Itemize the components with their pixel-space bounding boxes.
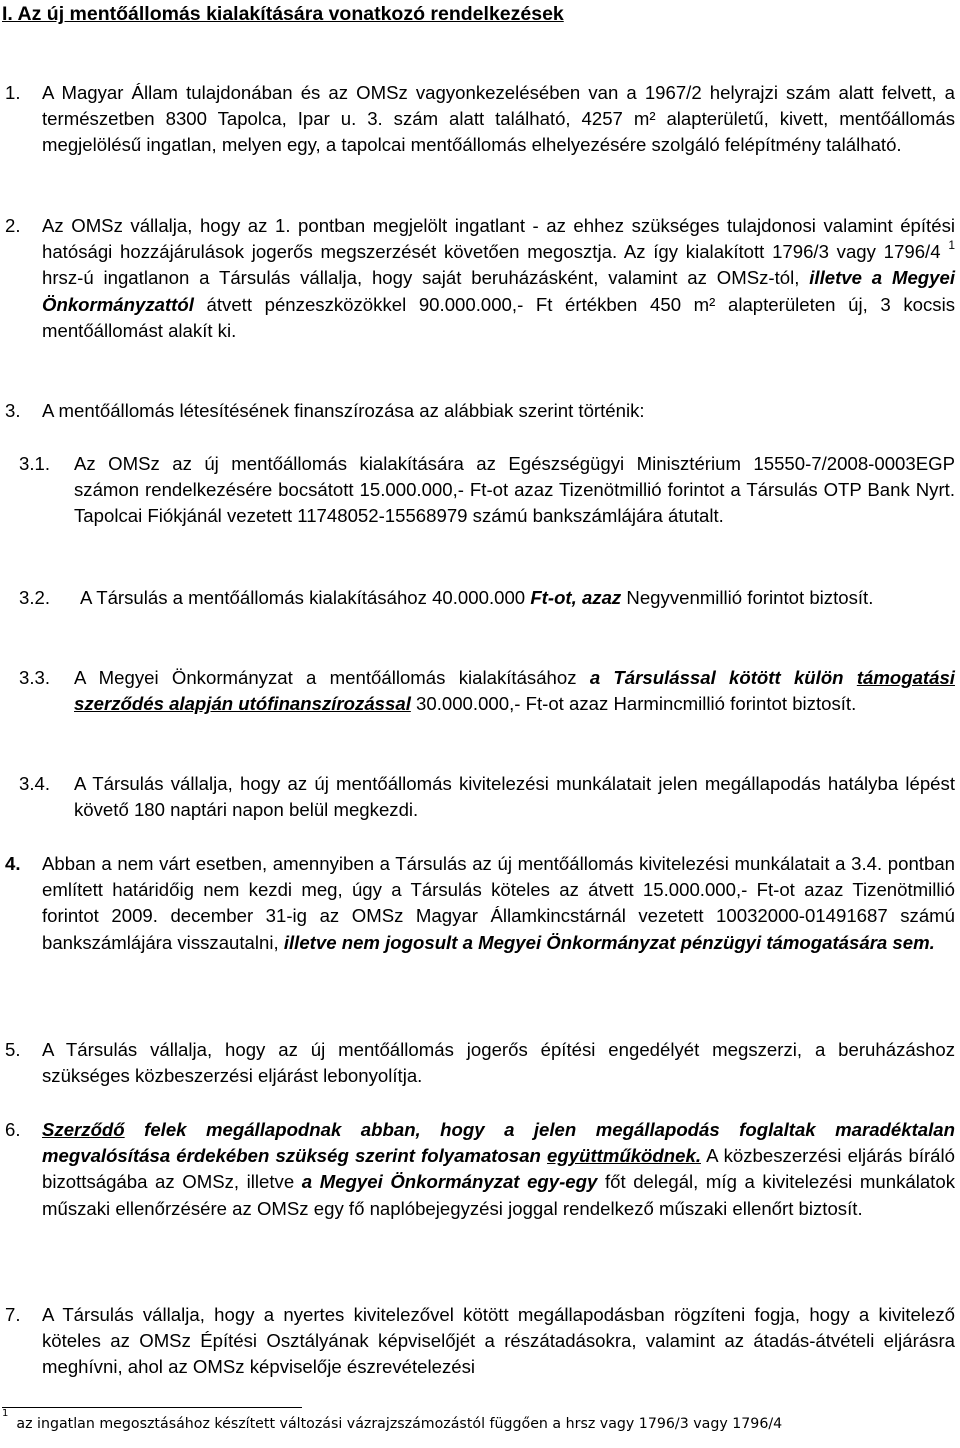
emphasis: a Társulással kötött külön bbox=[589, 667, 844, 688]
footnote-reference: 1 bbox=[948, 238, 955, 253]
paragraph-text: A Társulás a mentőállomás kialakításához 40.000.000 Ft-ot, azaz Negyvenmillió forintot biztosít. bbox=[80, 587, 874, 608]
footnote bbox=[2, 1408, 783, 1434]
subparagraph-3-2 bbox=[19, 585, 955, 611]
section-heading: I. Az új mentőállomás kialakítására vonatkozó rendelkezések bbox=[2, 3, 564, 25]
subparagraph-3-4 bbox=[19, 771, 955, 823]
emphasis: illetve a Megyei Önkormányzattól bbox=[42, 267, 956, 315]
paragraph-4 bbox=[5, 851, 955, 956]
paragraph-text: Abban a nem várt esetben, amennyiben a Társulás az új mentőállomás kivitelezési munkálatait a 3.4. pontban említett határidőig nem kezdi meg, úgy a Társulás köteles az átvett 15.000.000,- Ft-ot azaz Tizenötmillió forintot 2009. december 31-ig az OMSz Magyar Államkincstárnál vezetett 10032000-01491687 számú bankszámlájára visszautalni, illetve nem jogosult a Megyei Önkormányzat pénzügyi támogatására sem. bbox=[42, 853, 955, 953]
emphasis: Ft-ot, azaz bbox=[530, 587, 622, 608]
paragraph-1 bbox=[5, 80, 955, 159]
paragraph-text: A Megyei Önkormányzat a mentőállomás kialakításához a Társulással kötött külön támogatási szerződés alapján utófinanszírozással 30.000.000,- Ft-ot azaz Harmincmillió forintot biztosít. bbox=[74, 667, 955, 715]
paragraph-number: 6. bbox=[5, 1119, 21, 1140]
paragraph-2 bbox=[5, 213, 955, 344]
paragraph-text: Az OMSz az új mentőállomás kialakítására az Egészségügyi Minisztérium 15550-7/2008-0003EGP számon rendelkezésére bocsátott 15.000.000,- Ft-ot azaz Tizenötmillió forintot a Társulás OTP Bank Nyrt. Tapolcai Fiókjánál vezetett 11748052-15568979 számú bankszámlájára átutalt. bbox=[74, 453, 955, 527]
paragraph-7 bbox=[5, 1302, 955, 1381]
paragraph-text: Az OMSz vállalja, hogy az 1. pontban megjelölt ingatlant - az ehhez szükséges tulajdonosi valamint építési hatósági hozzájárulások jogerős megszerzését követően megosztja. Az így kialakított 1796/3 vagy 1796/4 $^1$ hrsz-ú ingatlanon a Társulás vállalja, hogy saját beruházásként, valamint az OMSz-tól, illetve a Megyei Önkormányzattól átvett pénzeszközökkel 90.000.000,- Ft értékben 450 m² alapterületen új, 3 kocsis mentőállomást alakít ki. bbox=[42, 215, 956, 341]
emphasis: a Megyei Önkormányzat egy-egy bbox=[301, 1171, 598, 1193]
emphasis-underlined: együttműködnek. bbox=[547, 1145, 701, 1167]
paragraph-number: 3.2. bbox=[19, 587, 51, 608]
paragraph-number: 2. bbox=[5, 215, 21, 236]
emphasis: felek megállapodnak abban, hogy a jelen megállapodás foglaltak maradéktalan megvalósítása érdekében szükség szerint folyamatosan bbox=[42, 1119, 955, 1167]
paragraph-text: A Társulás vállalja, hogy az új mentőállomás jogerős építési engedélyét megszerzi, a beruházáshoz szükséges közbeszerzési eljárást lebonyolítja. bbox=[42, 1039, 955, 1087]
paragraph-5 bbox=[5, 1037, 955, 1089]
paragraph-number: 3.3. bbox=[19, 667, 51, 688]
subparagraph-3-1 bbox=[19, 451, 955, 530]
footnote-separator bbox=[2, 1407, 302, 1408]
paragraph-text: A mentőállomás létesítésének finanszírozása az alábbiak szerint történik: bbox=[42, 400, 645, 421]
paragraph-number: 1. bbox=[5, 82, 21, 103]
paragraph-text: Szerződő felek megállapodnak abban, hogy a jelen megállapodás foglaltak maradéktalan megvalósítása érdekében szükség szerint folyamatosan együttműködnek. A közbeszerzési eljárás bíráló bizottságába az OMSz, illetve a Megyei Önkormányzat egy-egy főt delegál, míg a kivitelezési munkálatok műszaki ellenőrzésére az OMSz egy fő naplóbejegyzési joggal rendelkező műszaki ellenőrt biztosít. bbox=[42, 1119, 955, 1219]
paragraph-number: 5. bbox=[5, 1039, 21, 1060]
paragraph-number: 3. bbox=[5, 400, 21, 421]
paragraph-number: 4. bbox=[5, 853, 21, 874]
paragraph-number: 3.1. bbox=[19, 453, 51, 474]
emphasis: illetve nem jogosult a Megyei Önkormányzat pénzügyi támogatására sem. bbox=[283, 931, 935, 953]
subparagraph-3-3 bbox=[19, 665, 955, 717]
paragraph-6 bbox=[5, 1117, 955, 1222]
emphasis-underlined: Szerződő bbox=[42, 1119, 125, 1140]
paragraph-3 bbox=[5, 398, 955, 424]
footnote-mark: 1 bbox=[2, 1408, 9, 1420]
paragraph-number: 7. bbox=[5, 1304, 21, 1325]
paragraph-number: 3.4. bbox=[19, 773, 51, 794]
paragraph-text: A Társulás vállalja, hogy az új mentőállomás kivitelezési munkálatait jelen megállapodás hatályba lépést követő 180 naptári napon belül megkezdi. bbox=[74, 773, 955, 821]
emphasis-underlined: támogatási szerződés alapján utófinanszírozással bbox=[74, 667, 955, 715]
paragraph-text: A Társulás vállalja, hogy a nyertes kivitelezővel kötött megállapodásban rögzíteni fogja, hogy a kivitelező köteles az OMSz Építési Osztályának képviselőjét a részátadásokra, valamint az átadás-átvételi eljárásra meghívni, ahol az OMSz képviselője észrevételezési bbox=[42, 1304, 955, 1378]
footnote-text: az ingatlan megosztásához készített változási vázrajzszámozástól függően a hrsz vagy 1796/3 vagy 1796/4 bbox=[16, 1416, 783, 1432]
paragraph-text: A Magyar Állam tulajdonában és az OMSz vagyonkezelésében van a 1967/2 helyrajzi szám alatt felvett, a természetben 8300 Tapolca, Ipar u. 3. szám alatt található, 4257 m² alapterületű, kivett, mentőállomás megjelölésű ingatlan, melyen egy, a tapolcai mentőállomás elhelyezésére szolgáló felépítmény található. bbox=[42, 82, 955, 156]
